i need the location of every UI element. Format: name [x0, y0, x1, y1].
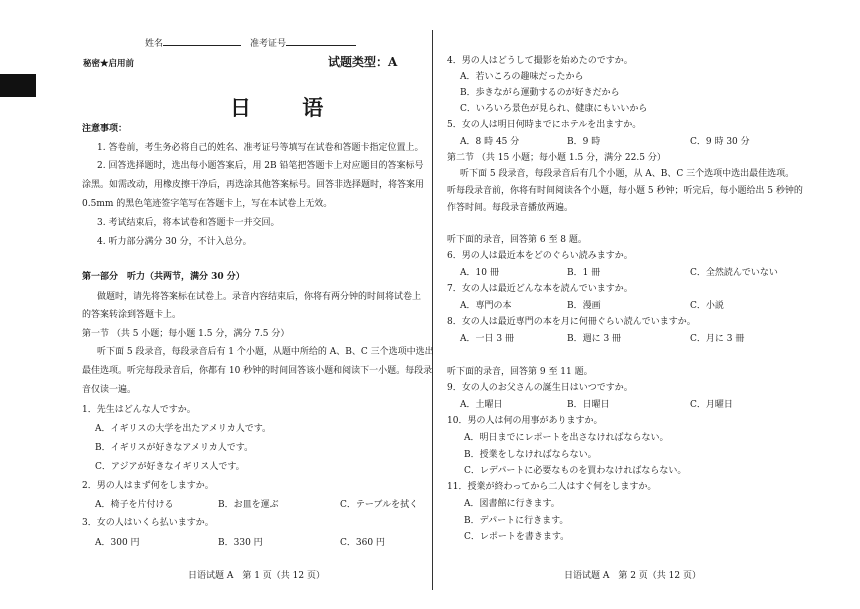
section2-intro-line: 听下面 5 段录音，每段录音后有几个小题，从 A、B、C 三个选项中选出最佳选项。	[460, 169, 795, 179]
question-9: 9．女の人のお父さんの誕生日はいつですか。	[447, 383, 633, 393]
option-4a[interactable]: A．若いころの趣味だったから	[460, 72, 584, 82]
option-1a[interactable]: A．イギリスの大学を出たアメリカ人です。	[95, 424, 271, 434]
section1-intro-line: 听下面 5 段录音，每段录音后有 1 个小题，从题中所给的 A、B、C 三个选项中选出	[97, 347, 434, 357]
option-2b[interactable]: B．お皿を運ぶ	[218, 500, 279, 510]
question-8: 8．女の人は最近専門の本を月に何冊ぐらい読んでいますか。	[447, 317, 696, 327]
option-5c[interactable]: C．9 時 30 分	[690, 137, 750, 147]
section1-intro-line: 音仅读一遍。	[82, 385, 137, 395]
notice-item: 2. 回答选择题时，选出每小题答案后，用 2B 铅笔把答题卡上对应题目的答案标号	[97, 161, 424, 171]
part1-intro-line: 做题时，请先将答案标在试卷上。录音内容结束后，你将有两分钟的时间将试卷上	[97, 292, 422, 302]
question-1: 1．先生はどんな人ですか。	[82, 405, 196, 415]
option-5a[interactable]: A．8 時 45 分	[460, 137, 520, 147]
option-9a[interactable]: A．土曜日	[460, 400, 503, 410]
notice-item: 1. 答卷前，考生务必将自己的姓名、准考证号等填写在试卷和答题卡指定位置上。	[97, 143, 424, 153]
name-field	[145, 36, 241, 50]
option-8a[interactable]: A．一日 3 冊	[460, 334, 514, 344]
option-6a[interactable]: A．10 冊	[460, 268, 499, 278]
option-4b[interactable]: B．歩きながら運動するのが好きだから	[460, 88, 620, 98]
question-2: 2．男の人はまず何をしますか。	[82, 481, 214, 491]
part1-intro-line: 的答案转涂到答题卡上。	[82, 310, 182, 320]
name-label: 姓名	[145, 39, 164, 49]
option-6b[interactable]: B．1 冊	[567, 268, 601, 278]
option-1b[interactable]: B．イギリスが好きなアメリカ人です。	[95, 443, 254, 453]
question-4: 4．男の人はどうして撮影を始めたのですか。	[447, 56, 633, 66]
paper-type: 试题类型：A	[328, 55, 398, 69]
group1-label: 听下面的录音，回答第 6 至 8 题。	[447, 235, 587, 245]
question-3: 3．女の人はいくら払いますか。	[82, 518, 214, 528]
option-11c[interactable]: C．レポートを書きます。	[464, 532, 570, 542]
page-divider	[432, 30, 433, 590]
section2-intro-line: 听每段录音前，你将有时间阅读各个小题，每小题 5 秒钟；听完后，每小题给出 5 秒钟的	[447, 186, 803, 196]
section1-intro-line: 最佳选项。听完每段录音后，你都有 10 秒钟的时间回答该小题和阅读下一小题。每段录	[82, 366, 433, 376]
option-11b[interactable]: B．デパートに行きます。	[464, 516, 569, 526]
option-2c[interactable]: C．テーブルを拭く	[340, 500, 419, 510]
option-3a[interactable]: A．300 円	[95, 538, 140, 548]
option-7a[interactable]: A．専門の本	[460, 301, 512, 311]
option-7c[interactable]: C．小説	[690, 301, 724, 311]
option-10b[interactable]: B．授業をしなければならない。	[464, 450, 597, 460]
option-8b[interactable]: B．週に 3 冊	[567, 334, 622, 344]
notice-item: 4. 听力部分满分 30 分，不计入总分。	[97, 237, 252, 247]
question-7: 7．女の人は最近どんな本を読んでいますか。	[447, 284, 633, 294]
notice-item: 0.5mm 的黑色笔迹签字笔写在答题卡上，写在本试卷上无效。	[82, 199, 333, 209]
option-8c[interactable]: C．月に 3 冊	[690, 334, 745, 344]
exam-number-blank[interactable]	[286, 36, 356, 46]
page-title: 日 语	[230, 95, 346, 120]
option-4c[interactable]: C．いろいろ景色が見られ、健康にもいいから	[460, 104, 648, 114]
section2-heading: 第二节 （共 15 小题；每小题 1.5 分，满分 22.5 分）	[447, 153, 666, 163]
option-3c[interactable]: C．360 円	[340, 538, 385, 548]
option-1c[interactable]: C．アジアが好きなイギリス人です。	[95, 462, 245, 472]
option-7b[interactable]: B．漫画	[567, 301, 601, 311]
secret-label: 秘密★启用前	[83, 59, 135, 69]
option-10c[interactable]: C．レデパートに必要なものを買わなければならない。	[464, 466, 687, 476]
notice-heading: 注意事项：	[82, 124, 128, 134]
option-9b[interactable]: B．日曜日	[567, 400, 610, 410]
question-11: 11．授業が終わってから二人はすぐ何をしますか。	[447, 482, 657, 492]
black-margin-tab	[0, 74, 36, 97]
notice-item: 涂黑。如需改动，用橡皮擦干净后，再选涂其他答案标号。回答非选择题时，将答案用	[82, 180, 425, 190]
footer-right-page-number: 日语试题 A 第 2 页（共 12 页）	[564, 571, 701, 581]
footer-left-page-number: 日语试题 A 第 1 页（共 12 页）	[188, 571, 325, 581]
question-10: 10．男の人は何の用事がありますか。	[447, 416, 603, 426]
group2-label: 听下面的录音，回答第 9 至 11 题。	[447, 367, 593, 377]
question-5: 5．女の人は明日何時までにホテルを出ますか。	[447, 120, 642, 130]
notice-item: 3. 考试结束后，将本试卷和答题卡一并交回。	[97, 218, 280, 228]
option-5b[interactable]: B．9 時	[567, 137, 601, 147]
option-11a[interactable]: A．図書館に行きます。	[464, 499, 560, 509]
option-6c[interactable]: C．全然読んでいない	[690, 268, 778, 278]
part1-heading: 第一部分 听力（共两节，满分 30 分）	[82, 272, 245, 282]
option-10a[interactable]: A．明日までにレポートを出さなければならない。	[464, 433, 669, 443]
name-blank[interactable]	[163, 36, 241, 46]
option-3b[interactable]: B．330 円	[218, 538, 263, 548]
exam-number-field	[250, 36, 356, 50]
section1-heading: 第一节 （共 5 小题；每小题 1.5 分，满分 7.5 分）	[82, 329, 290, 339]
option-9c[interactable]: C．月曜日	[690, 400, 733, 410]
question-6: 6．男の人は最近本をどのぐらい読みますか。	[447, 251, 633, 261]
section2-intro-line: 作答时间。每段录音播放两遍。	[447, 203, 574, 213]
exam-number-label: 准考证号	[250, 39, 287, 49]
option-2a[interactable]: A．椅子を片付ける	[95, 500, 174, 510]
